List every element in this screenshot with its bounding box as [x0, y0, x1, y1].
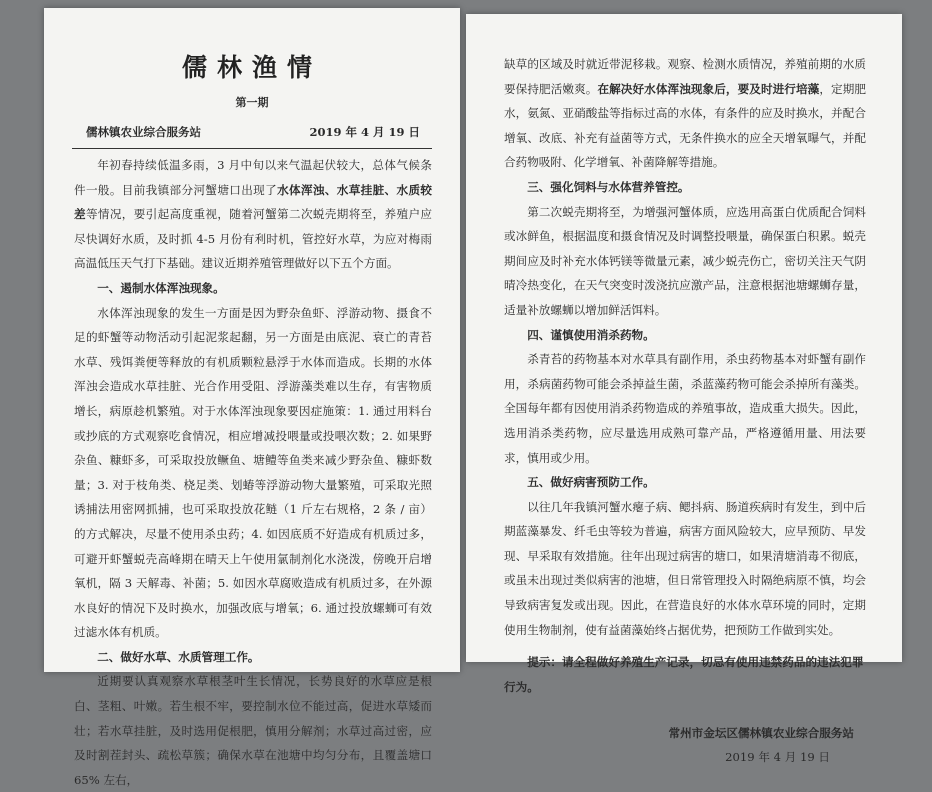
section-2-heading: 二、做好水草、水质管理工作。 — [97, 649, 260, 664]
issuer-name: 儒林镇农业综合服务站 — [86, 125, 201, 139]
section-5-paragraph: 以往几年我镇河蟹水瘪子病、鳃抖病、肠道疾病时有发生，到中后期蓝藻暴发、纤毛虫等较为普遍，病害方面风险较大，应早预防、早发现、早采取有效措施。往年出现过病害的塘口，如果清塘消毒不彻底，或虽未出现过类似病害的池塘，但日常管理投入时隔绝病原不慎，均会导致病害复发或出现。因此，在营造良好的水体水草环境的同时，定期使用生物制剂，使有益菌藻始终占据优势，把预防工作做到实处。 — [504, 499, 866, 637]
section-2-paragraph-part1: 近期要认真观察水草根茎叶生长情况，长势良好的水草应是根白、茎粗、叶嫩。若生根不牢，要控制水位不能过高，促进水草矮而壮；若水草挂脏，及时选用促根肥，慎用分解剂；水草过高过密，应及时割茬封头、疏松草簇；确保水草在池塘中均匀分布，且覆盖塘口 65% 左右， — [74, 674, 432, 787]
signature-block — [466, 721, 854, 769]
signature-org: 常州市金坛区儒林镇农业综合服务站 — [668, 726, 854, 741]
section-3-paragraph: 第二次蜕壳期将至，为增强河蟹体质，应选用高蛋白优质配合饲料或冰鲜鱼，根据温度和摄食情况及时调整投喂量，确保蛋白积累。蜕壳期间应及时补充水体钙镁等微量元素，减少蜕壳伤亡，密切关注天气阴晴冷热变化，在天气突变时泼浇抗应激产品，注意根据池塘螺蛳存量，适量补放螺蛳以增加鲜活饵料。 — [504, 204, 866, 317]
section-2-paragraph-part2 — [504, 52, 866, 175]
left-body — [74, 153, 432, 792]
section-1-heading: 一、遏制水体浑浊现象。 — [97, 280, 225, 295]
header-rule — [72, 148, 432, 149]
masthead-title: 儒林渔情 — [181, 53, 322, 82]
issuer-line — [86, 124, 420, 140]
section-4-paragraph: 杀青苔的药物基本对水草具有副作用，杀虫药物基本对虾蟹有副作用，杀病菌药物可能会杀掉益生菌，杀蓝藻药物可能会杀掉所有藻类。全国每年都有因使用消杀药物造成的养殖事故，造成重大损失。因此，选用消杀类药物，应尽量选用成熟可靠产品，严格遵循用量、用法要求，慎用或少用。 — [504, 352, 866, 465]
closing-note — [504, 650, 866, 699]
issue-date: 2019 年 4 月 19 日 — [309, 125, 420, 139]
section-5-heading: 五、做好病害预防工作。 — [527, 475, 655, 490]
section-1-paragraph: 水体浑浊现象的发生一方面是因为野杂鱼虾、浮游动物、摄食不足的虾蟹等动物活动引起泥浆起翻，另一方面是由底泥、衰亡的青苔水草、残饵粪便等释放的有机质颗粒悬浮于水体而造成。长期的水体浑浊会造成水草挂脏、光合作用受阻、浮游藻类难以生存，有害物质增长，病原趁机繁殖。对于水体浑浊现象要因症施策：1. 通过用料台或抄底的方式观察吃食情况，相应增减投喂量或投喂次数；2. 如果野杂鱼、糠虾多，可采取投放鳜鱼、塘鳢等鱼类来减少野杂鱼、糠虾数量；3. 对于枝角类、桡足类、划蝽等浮游动物大量繁殖，可采取光照诱捕法用密网抓捕，也可采取投放花鲢（1 斤左右规格，2 条 / 亩）的方式解决，尽量不使用杀虫药；4. 如因底质不好造成有机质过多，可避开虾蟹蜕壳高峰期在晴天上午使用氯制剂化水浇泼，傍晚开启增氧机，隔 3 天解毒、补菌；5. 如因水草腐败造成有机质过多，在外源水良好的情况下及时换水，加强改底与增氧；6. 通过投放螺蛳可有效过滤水体有机质。 — [74, 305, 432, 640]
intro-emphasis: 水体浑浊、水草挂脏、水质较差 — [74, 182, 432, 222]
intro-text-2: 等情况，要引起高度重视，随着河蟹第二次蜕壳期将至，养殖户应尽快调好水质，及时抓 4-5 月份有利时机，管控好水草，为应对梅雨高温低压天气打下基础。建议近期养殖管理做好以下五个方面。 — [74, 207, 432, 271]
section-4-heading: 四、谨慎使用消杀药物。 — [527, 327, 655, 342]
closing-label: 提示： — [527, 655, 562, 670]
right-body — [504, 52, 866, 642]
section-2-text-2: ，定期肥水，氨氮、亚硝酸盐等指标过高的水体，有条件的应及时换水，并配合增氧、改底、补充有益菌等方式，无条件换水的应全天增氧曝气，并配合药物吸附、化学增氧、补菌降解等措施。 — [504, 81, 866, 170]
section-2-emphasis: 在解决好水体浑浊现象后，要及时进行培藻 — [597, 81, 820, 96]
section-2-text-1: 缺草的区域及时就近带泥移栽。观察、检测水质情况，养殖前期的水质要保持肥活嫩爽。 — [504, 57, 866, 96]
closing-text: 请全程做好养殖生产记录，切忌有使用违禁药品的违法犯罪行为。 — [504, 655, 864, 694]
right-page — [466, 14, 902, 765]
left-page — [44, 8, 460, 787]
section-3-heading: 三、强化饲料与水体营养管控。 — [527, 179, 690, 194]
intro-text-1: 年初春持续低温多雨，3 月中旬以来气温起伏较大，总体气候条件一般。目前我镇部分河蟹塘口出现了 — [74, 158, 432, 197]
signature-date: 2019 年 4 月 19 日 — [725, 750, 830, 765]
intro-paragraph — [74, 153, 432, 276]
issue-number: 第一期 — [235, 96, 269, 109]
